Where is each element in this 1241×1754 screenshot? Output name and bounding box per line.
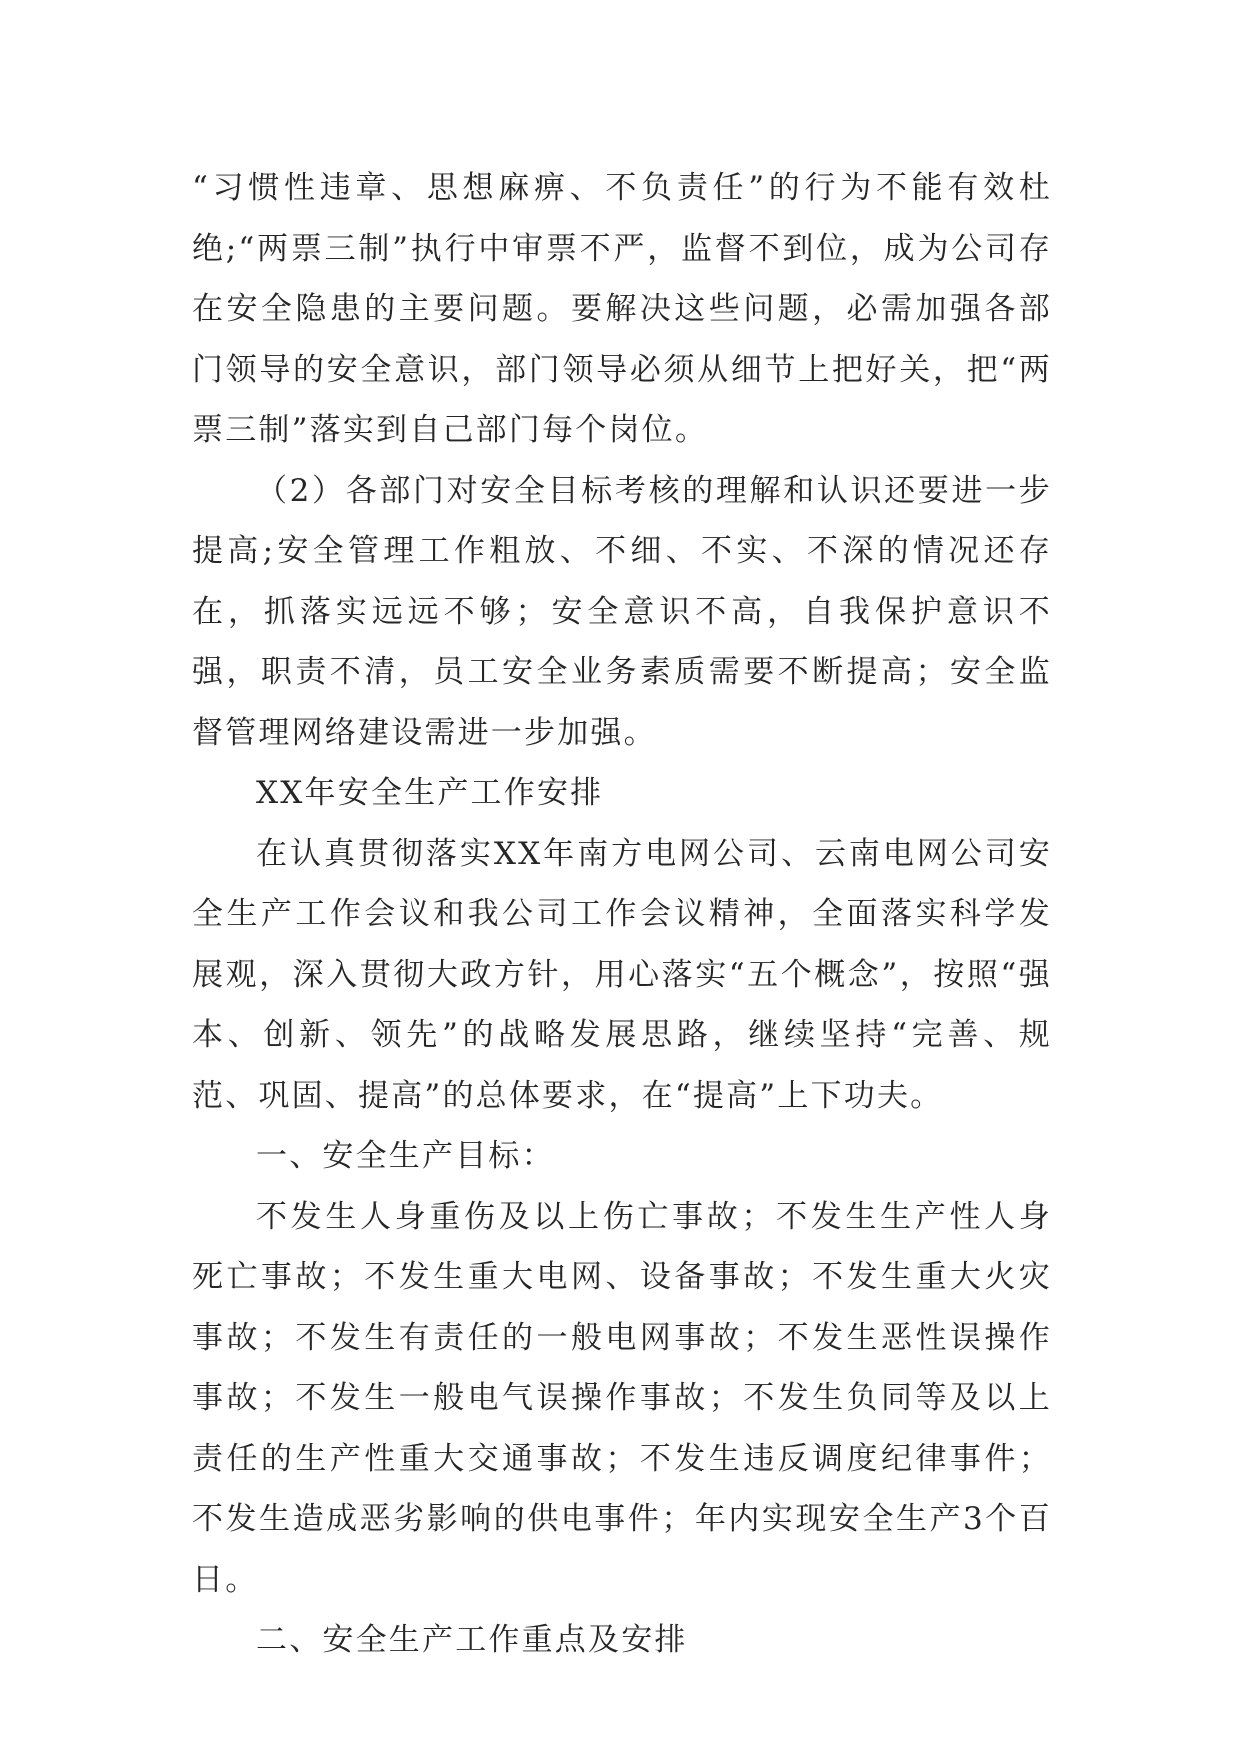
section-heading-work-focus: 二、安全生产工作重点及安排 [256, 1622, 688, 1658]
paragraph-safety-goals: 不发生人身重伤及以上伤亡事故；不发生生产性人身死亡事故；不发生重大电网、设备事故；不发生重大火灾事故；不发生有责任的一般电网事故；不发生恶性误操作事故；不发生一般电气误操作事故；不发生负同等及以上责任的生产性重大交通事故；不发生违反调度纪律事件；不发生造成恶劣影响的供电事件；年内实现安全生产3个百日。 [192, 1198, 1052, 1598]
paragraph-implementation: 在认真贯彻落实XX年南方电网公司、云南电网公司安全生产工作会议和我公司工作会议精神，全面落实科学发展观，深入贯彻大政方针，用心落实“五个概念”，按照“强本、创新、领先”的战略发展思路，继续坚持“完善、规范、巩固、提高”的总体要求，在“提高”上下功夫。 [192, 835, 1052, 1114]
document-body [192, 158, 1052, 1671]
section-heading-safety-goals: 一、安全生产目标： [256, 1138, 555, 1174]
section-heading-work-arrangement: XX年安全生产工作安排 [256, 775, 604, 811]
paragraph-two-tickets-issue: “习惯性违章、思想麻痹、不负责任”的行为不能有效杜绝;“两票三制”执行中审票不严，监督不到位，成为公司存在安全隐患的主要问题。要解决这些问题，必需加强各部门领导的安全意识，部门领导必须从细节上把好关，把“两票三制”落实到自己部门每个岗位。 [192, 170, 1052, 448]
paragraph-item-2: （2）各部门对安全目标考核的理解和认识还要进一步提高;安全管理工作粗放、不细、不实、不深的情况还存在，抓落实远远不够；安全意识不高，自我保护意识不强，职责不清，员工安全业务素质需要不断提高；安全监督管理网络建设需进一步加强。 [192, 472, 1052, 751]
